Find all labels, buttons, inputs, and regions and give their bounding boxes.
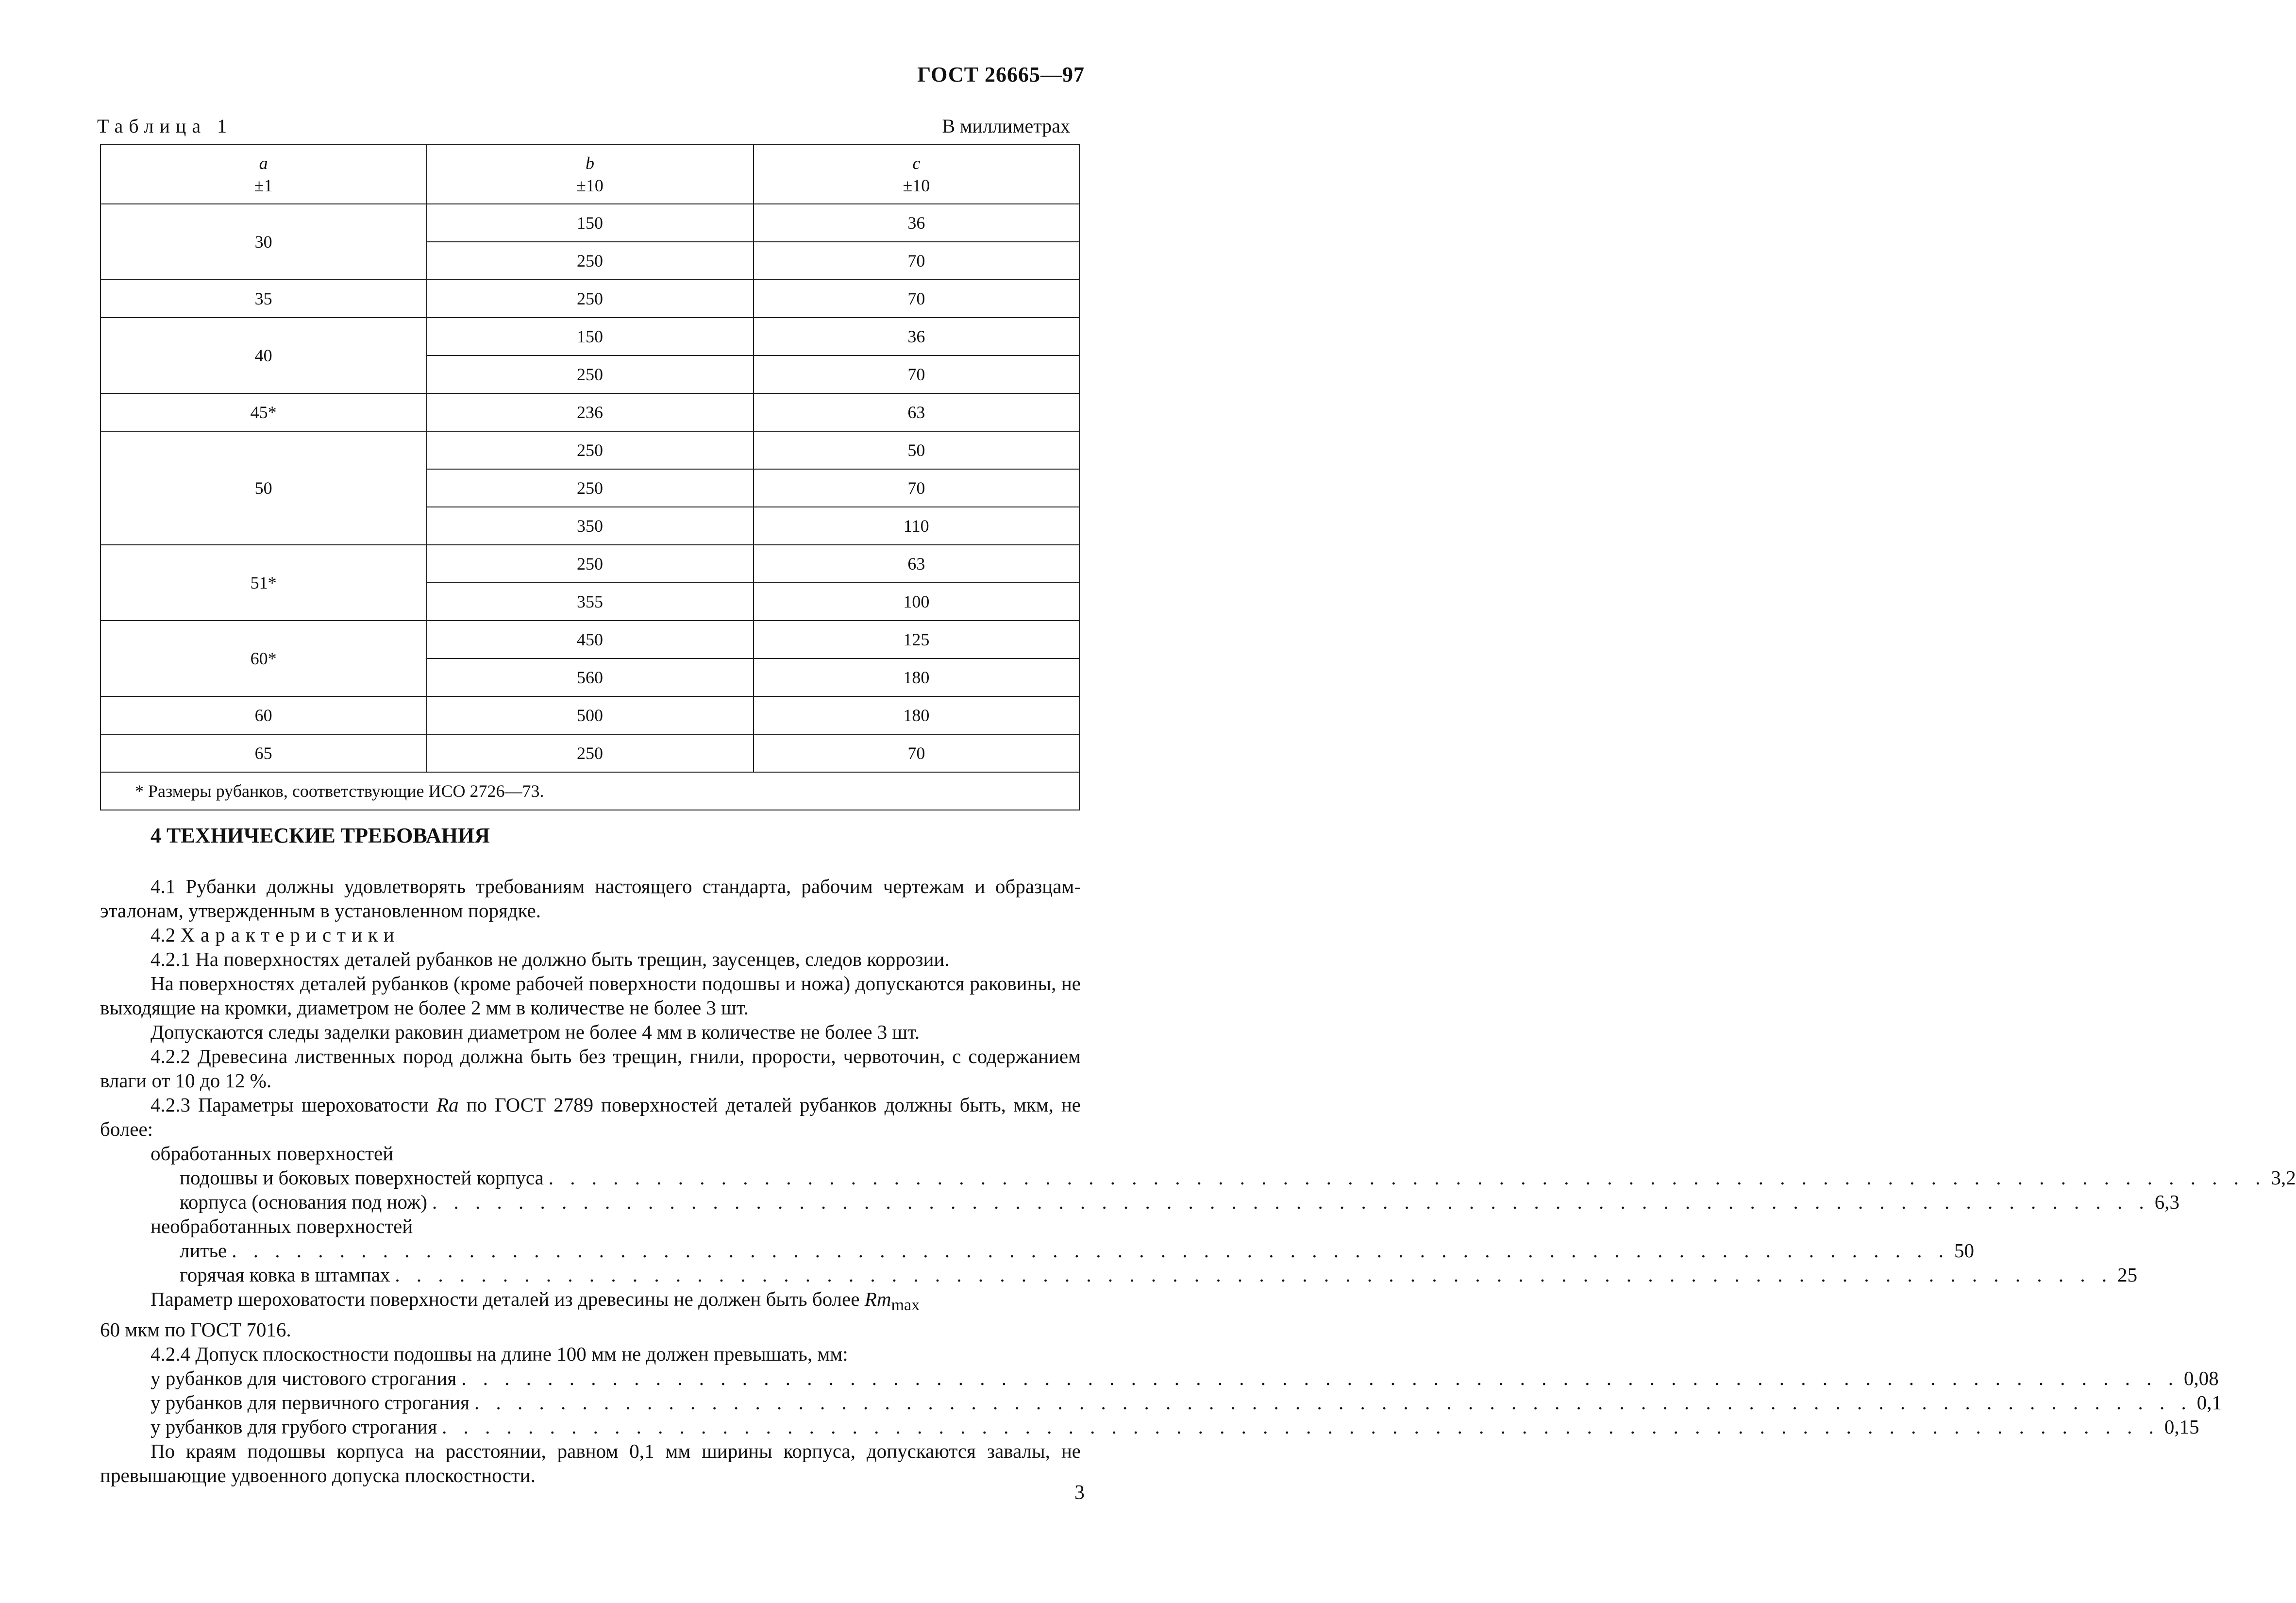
flatness-item bbox=[100, 1415, 2199, 1439]
table-row bbox=[101, 204, 1079, 242]
roughness-item bbox=[100, 1190, 2180, 1214]
dimensions-table bbox=[100, 144, 1080, 810]
paragraph-4-2-1a: 4.2.1 На поверхностях деталей рубанков не должно быть трещин, заусенцев, следов коррозии. bbox=[151, 948, 950, 970]
table-row bbox=[101, 393, 1079, 431]
cell-c: 180 bbox=[754, 658, 1079, 696]
paragraph-4-2-3 bbox=[100, 1093, 1081, 1141]
section-title: 4 ТЕХНИЧЕСКИЕ ТРЕБОВАНИЯ bbox=[151, 824, 490, 847]
cell-c: 125 bbox=[754, 621, 1079, 658]
flatness-item-value: 0,15 bbox=[2164, 1416, 2199, 1438]
cell-a: 50 bbox=[101, 431, 426, 545]
flatness-list bbox=[100, 1366, 2222, 1439]
flatness-item bbox=[100, 1366, 2219, 1390]
cell-c: 180 bbox=[754, 696, 1079, 734]
flatness-item bbox=[100, 1390, 2222, 1415]
section-body bbox=[100, 874, 2296, 1487]
roughness-item-label: подошвы и боковых поверхностей корпуса bbox=[180, 1166, 544, 1189]
roughness-item-value: 50 bbox=[1954, 1239, 1974, 1262]
header-c-tol: ±10 bbox=[903, 176, 930, 195]
dimensions-table-body bbox=[101, 145, 1079, 810]
paragraph-4-1: 4.1 Рубанки должны удовлетворять требованиям настоящего стандарта, рабочим чертежам и образцам-эталонам, утвержденным в установленном порядке. bbox=[100, 875, 1081, 922]
leader-dots: . . . . . . . . . . . . . . . . . . . . . . . . . . . . . . . . . . . . . . . . . . . . . . . . . . . . . . . . . . . . . . . . . . . . . . . . . . . . . . . . bbox=[474, 1391, 2192, 1414]
roughness-item-label: литье bbox=[180, 1239, 227, 1262]
paragraph-wood-roughness-cont: 60 мкм по ГОСТ 7016. bbox=[100, 1318, 291, 1341]
cell-a: 35 bbox=[101, 280, 426, 318]
cell-c: 63 bbox=[754, 393, 1079, 431]
cell-b: 250 bbox=[426, 545, 753, 583]
roughness-list-unmachined bbox=[100, 1238, 2138, 1287]
cell-b: 236 bbox=[426, 393, 753, 431]
leader-dots: . . . . . . . . . . . . . . . . . . . . . . . . . . . . . . . . . . . . . . . . . . . . . . . . . . . . . . . . . . . . . . . . . . . . . . . . . . . . . . . . bbox=[232, 1239, 1949, 1262]
roughness-item-value: 3,2 bbox=[2271, 1166, 2296, 1189]
cell-b: 450 bbox=[426, 621, 753, 658]
cell-c: 70 bbox=[754, 469, 1079, 507]
header-b bbox=[426, 145, 753, 204]
table-footnote: * Размеры рубанков, соответствующие ИСО 2726—73. bbox=[101, 772, 1079, 810]
cell-b: 250 bbox=[426, 355, 753, 393]
ra-symbol: Ra bbox=[436, 1094, 459, 1116]
table-caption: Таблица 1 bbox=[97, 115, 233, 137]
cell-b: 250 bbox=[426, 280, 753, 318]
cell-c: 100 bbox=[754, 583, 1079, 621]
paragraph-4-2-2: 4.2.2 Древесина лиственных пород должна быть без трещин, гнили, прорости, червоточин, с содержанием влаги от 10 до 12 %. bbox=[100, 1045, 1081, 1092]
cell-a: 60* bbox=[101, 621, 426, 696]
cell-c: 63 bbox=[754, 545, 1079, 583]
cell-b: 350 bbox=[426, 507, 753, 545]
table-header-row bbox=[101, 145, 1079, 204]
roughness-item bbox=[100, 1165, 2296, 1190]
rm-subscript: max bbox=[891, 1296, 920, 1315]
paragraph-wood-roughness bbox=[100, 1287, 1081, 1317]
cell-a: 45* bbox=[101, 393, 426, 431]
header-b-tol: ±10 bbox=[576, 176, 603, 195]
paragraph-4-2-1c: Допускаются следы заделки раковин диаметром не более 4 мм в количестве не более 3 шт. bbox=[151, 1021, 920, 1043]
table-row bbox=[101, 734, 1079, 772]
header-a-tol: ±1 bbox=[254, 176, 273, 195]
table-row bbox=[101, 318, 1079, 355]
cell-c: 36 bbox=[754, 318, 1079, 355]
cell-a: 60 bbox=[101, 696, 426, 734]
leader-dots: . . . . . . . . . . . . . . . . . . . . . . . . . . . . . . . . . . . . . . . . . . . . . . . . . . . . . . . . . . . . . . . . . . . . . . . . . . . . . . . . bbox=[442, 1416, 2160, 1438]
table-row bbox=[101, 621, 1079, 658]
cell-c: 50 bbox=[754, 431, 1079, 469]
table-row bbox=[101, 280, 1079, 318]
cell-c: 70 bbox=[754, 355, 1079, 393]
rm-symbol: Rm bbox=[864, 1288, 891, 1310]
cell-b: 355 bbox=[426, 583, 753, 621]
flatness-item-label: у рубанков для первичного строгания bbox=[151, 1391, 469, 1414]
cell-a: 40 bbox=[101, 318, 426, 393]
cell-c: 70 bbox=[754, 242, 1079, 280]
table-units: В миллиметрах bbox=[942, 115, 1070, 137]
roughness-item-value: 25 bbox=[2117, 1264, 2138, 1286]
cell-b: 560 bbox=[426, 658, 753, 696]
leader-dots: . . . . . . . . . . . . . . . . . . . . . . . . . . . . . . . . . . . . . . . . . . . . . . . . . . . . . . . . . . . . . . . . . . . . . . . . . . . . . . . . bbox=[395, 1264, 2113, 1286]
cell-b: 150 bbox=[426, 318, 753, 355]
cell-c: 110 bbox=[754, 507, 1079, 545]
header-b-var: b bbox=[585, 153, 594, 173]
header-c-var: c bbox=[912, 153, 921, 173]
page-number: 3 bbox=[1074, 1482, 1085, 1504]
leader-dots: . . . . . . . . . . . . . . . . . . . . . . . . . . . . . . . . . . . . . . . . . . . . . . . . . . . . . . . . . . . . . . . . . . . . . . . . . . . . . . . . bbox=[461, 1367, 2179, 1390]
table-row bbox=[101, 545, 1079, 583]
cell-b: 250 bbox=[426, 734, 753, 772]
flatness-item-value: 0,1 bbox=[2196, 1391, 2222, 1414]
paragraph-4-2-4: 4.2.4 Допуск плоскостности подошвы на длине 100 мм не должен превышать, мм: bbox=[151, 1343, 848, 1366]
cell-b: 500 bbox=[426, 696, 753, 734]
table-footnote-row bbox=[101, 772, 1079, 810]
header-c bbox=[754, 145, 1079, 204]
roughness-item-value: 6,3 bbox=[2154, 1191, 2180, 1213]
leader-dots: . . . . . . . . . . . . . . . . . . . . . . . . . . . . . . . . . . . . . . . . . . . . . . . . . . . . . . . . . . . . . . . . . . . . . . . . . . . . . . . . bbox=[432, 1191, 2150, 1213]
paragraph-4-2-1b: На поверхностях деталей рубанков (кроме рабочей поверхности подошвы и ножа) допускаются раковины, не выходящие на кромки, диаметром не более 2 мм в количестве не более 3 шт. bbox=[100, 972, 1081, 1019]
roughness-group-unmachined: необработанных поверхностей bbox=[151, 1215, 413, 1237]
paragraph-4-2-title: Характеристики bbox=[180, 924, 400, 946]
roughness-group-machined: обработанных поверхностей bbox=[151, 1142, 394, 1164]
paragraph-4-2-3-post: по ГОСТ 2789 поверхностей деталей рубанков должны быть, мкм, не более: bbox=[100, 1094, 1081, 1140]
cell-b: 250 bbox=[426, 469, 753, 507]
paragraph-4-2-number: 4.2 bbox=[151, 924, 176, 946]
table-row bbox=[101, 431, 1079, 469]
paragraph-edges: По краям подошвы корпуса на расстоянии, равном 0,1 мм ширины корпуса, допускаются завалы, не превышающие удвоенного допуска плоскостности. bbox=[100, 1440, 1081, 1487]
table-row bbox=[101, 696, 1079, 734]
cell-a: 30 bbox=[101, 204, 426, 280]
cell-b: 150 bbox=[426, 204, 753, 242]
roughness-item-label: корпуса (основания под нож) bbox=[180, 1191, 428, 1213]
flatness-item-value: 0,08 bbox=[2183, 1367, 2219, 1390]
cell-c: 70 bbox=[754, 734, 1079, 772]
cell-c: 36 bbox=[754, 204, 1079, 242]
paragraph-4-2-3-pre: 4.2.3 Параметры шероховатости bbox=[151, 1094, 429, 1116]
header-a-var: a bbox=[259, 153, 268, 173]
paragraph-4-2 bbox=[100, 923, 1081, 947]
wood-pre: Параметр шероховатости поверхности деталей из древесины не должен быть более bbox=[151, 1288, 860, 1310]
roughness-item bbox=[100, 1238, 1974, 1263]
header-a bbox=[101, 145, 426, 204]
leader-dots: . . . . . . . . . . . . . . . . . . . . . . . . . . . . . . . . . . . . . . . . . . . . . . . . . . . . . . . . . . . . . . . . . . . . . . . . . . . . . . . . bbox=[548, 1166, 2266, 1189]
flatness-item-label: у рубанков для чистового строгания bbox=[151, 1367, 457, 1390]
roughness-list-machined bbox=[100, 1165, 2296, 1214]
cell-a: 65 bbox=[101, 734, 426, 772]
cell-c: 70 bbox=[754, 280, 1079, 318]
cell-b: 250 bbox=[426, 431, 753, 469]
document-code: ГОСТ 26665—97 bbox=[917, 63, 1085, 86]
roughness-item bbox=[100, 1263, 2138, 1287]
flatness-item-label: у рубанков для грубого строгания bbox=[151, 1416, 437, 1438]
cell-b: 250 bbox=[426, 242, 753, 280]
cell-a: 51* bbox=[101, 545, 426, 621]
roughness-item-label: горячая ковка в штампах bbox=[180, 1264, 390, 1286]
